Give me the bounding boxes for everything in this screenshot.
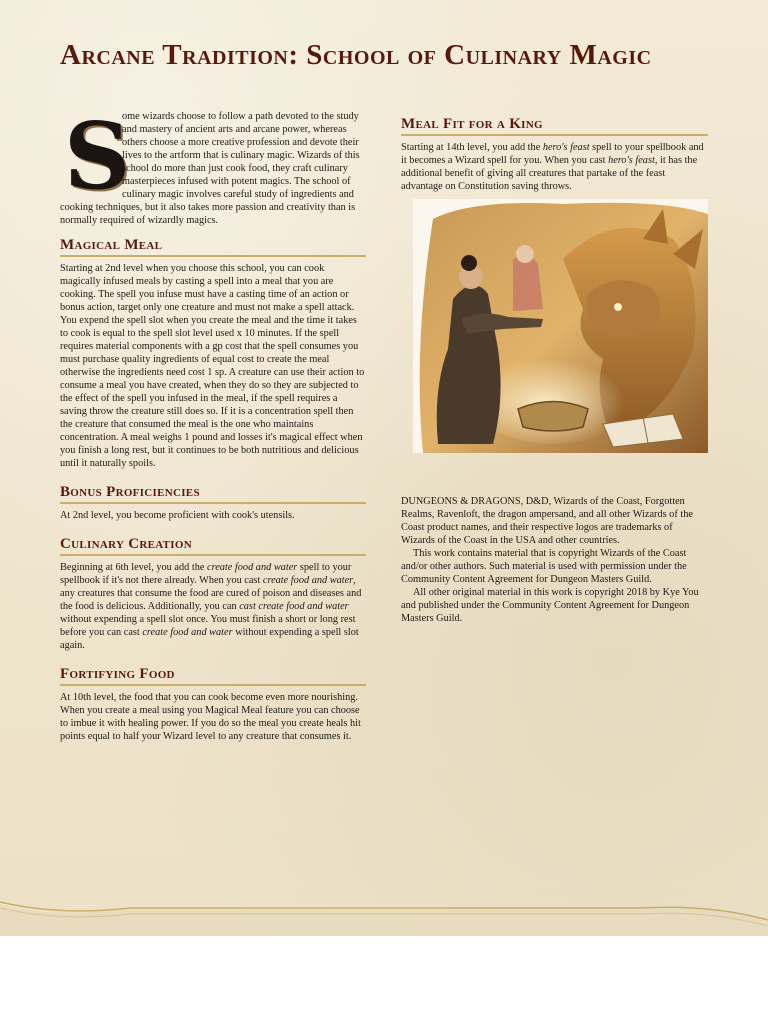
spell-name: create food and water bbox=[142, 627, 233, 638]
fortifying-food-text: At 10th level, the food that you can cook become even more nourishing. When you create a meal using you Magical Meal feature you can choose to imbue it with healing power. If you do so the meal you create heals hit points equal to half your Wizard level to any creature that consumes it. bbox=[60, 692, 361, 742]
meal-fit-text: Starting at 14th level, you add the hero's feast spell to your spellbook and it becomes a Wizard spell for you. When you cast hero's feast, it has the additional benefit of giving all creatures that partake of the feast advantage on Constitution saving throws. bbox=[401, 142, 704, 192]
bonus-proficiencies-text: At 2nd level, you become proficient with cook's utensils. bbox=[60, 510, 295, 521]
heading-magical-meal: Magical Meal bbox=[60, 237, 366, 257]
spell-name: create food and water bbox=[207, 562, 298, 573]
spell-name: create food and water bbox=[262, 575, 354, 586]
legal-original-material: All other original material in this work is copyright 2018 by Kye You and published under the Community Content Agreement for Dungeon Masters Guild. bbox=[401, 587, 699, 624]
culinary-creation-text: Beginning at 6th level, you add the create food and water spell to your spellbook if it's not there already. When you cast create food and water, any creatures that consume the food are cured of poison and diseases and the food is delicious. Additionally, you can cast create food and water without expending a spell slot once. You must finish a short or long rest before you can cast create food and water without expending a spell slot again. bbox=[60, 562, 362, 651]
spell-name: hero's feast bbox=[542, 142, 590, 153]
footer-ornament bbox=[0, 896, 768, 936]
heading-culinary-creation: Culinary Creation bbox=[60, 536, 366, 556]
dragon-feast-illustration-svg bbox=[413, 199, 708, 453]
legal-trademarks: DUNGEONS & DRAGONS, D&D, Wizards of the Coast, Forgotten Realms, Ravenloft, the dragon ampersand, and all other Wizards of the Coast product names, and their respective logos are trademarks of Wizards of the Coast in the USA and other countries. bbox=[401, 496, 693, 546]
heading-meal-fit-for-a-king: Meal Fit for a King bbox=[401, 116, 708, 136]
heading-fortifying-food: Fortifying Food bbox=[60, 666, 366, 686]
magical-meal-text: Starting at 2nd level when you choose this school, you can cook magically infused meals by casting a spell into a meal that you are cooking. The spell you infuse must have a casting time of an action or bonus action, target only one creature and must not make a spell attack. You expend the spell slot when you create the meal and the time it takes to cook is equal to the spell slot level used x 10 minutes. If the spell requires material components with a gp cost that the spell consumes you must purchase quality ingredients of equal cost to create the meal otherwise the ingredients need cost 1 sp. A creature can use their action to consume a meal you have created, when they do so they are subjected to the effect of the spell you infused in the meal, if the spell requires a saving throw the creature still does so. If it is a concentration spell then the creature that consumed the meal is the one who maintains concentration. A meal weighs 1 pound and losses it's magical effect when you finish a long rest, but it continues to be both nutritious and delicious until it naturally spoils. bbox=[60, 263, 365, 469]
right-column bbox=[401, 116, 708, 625]
dragon-feast-illustration bbox=[413, 199, 708, 453]
left-column bbox=[60, 102, 366, 743]
drop-cap: S bbox=[64, 102, 131, 210]
spell-name: cast create food and water bbox=[239, 601, 349, 612]
intro-paragraph: ome wizards choose to follow a path devoted to the study and mastery of ancient arts and arcane power, whereas others choose a more creative profession and devote their lives to the artform that is culinary magic. Wizards of this school do more than just cook food, they craft culinary masterpieces infused with potent magics. The school of culinary magic involves careful study of ingredients and cooking techniques, but it also takes more passion and creativity than is normally required of wizardly magics. bbox=[60, 111, 360, 226]
heading-bonus-proficiencies: Bonus Proficiencies bbox=[60, 484, 366, 504]
page-title: Arcane Tradition: School of Culinary Magic bbox=[60, 39, 652, 71]
spell-name: hero's feast bbox=[608, 155, 655, 166]
legal-copyright: This work contains material that is copyright Wizards of the Coast and/or other authors. Such material is used with permission under the Community Content Agreement for Dungeon Masters Guild. bbox=[401, 548, 687, 585]
